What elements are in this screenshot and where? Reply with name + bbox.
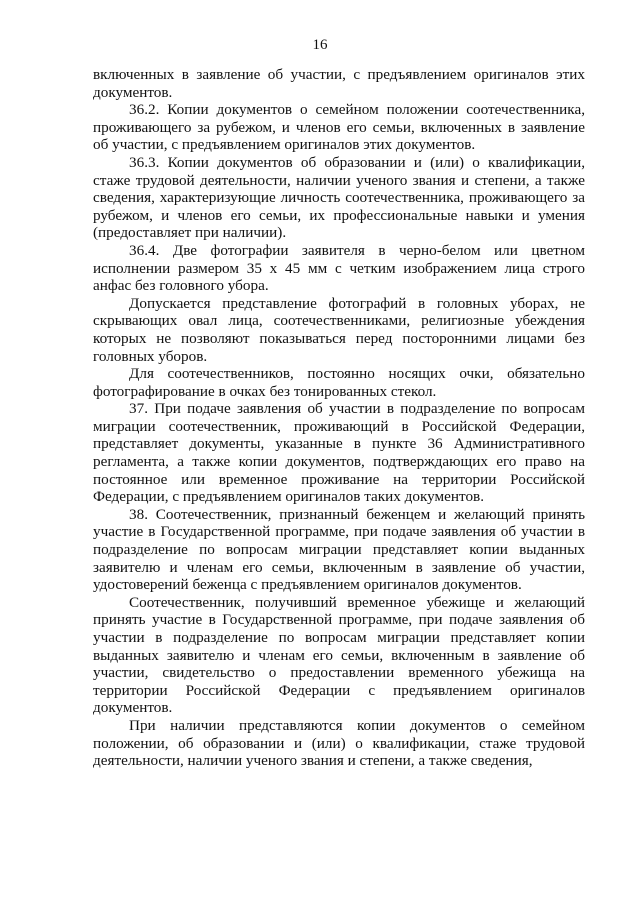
- paragraph-36-3: 36.3. Копии документов об образовании и (или) о квалификации, стаже трудовой деятельности, наличии ученого звания и степени, а также сведения, характеризующие личность соотечественника, проживающего за рубежом, и членов его семьи, их профессиональные навыки и умения (предоставляет при наличии).: [93, 153, 585, 242]
- paragraph-36-2: 36.2. Копии документов о семейном положении соотечественника, проживающего за рубежом, и членов его семьи, включенных в заявление об участии, с предъявлением оригиналов этих документов.: [93, 101, 585, 154]
- paragraph-continuation: включенных в заявление об участии, с предъявлением оригиналов этих документов.: [93, 66, 585, 101]
- paragraph-temporary-asylum: Соотечественник, получивший временное убежище и желающий принять участие в Государственной программе, при подаче заявления об участии в подразделение по вопросам миграции представляет копии выданных заявителю и членам его семьи, включенным в заявление об участии, свидетельство о предоставлении временного убежища на территории Российской Федерации с предъявлением оригиналов документов.: [93, 593, 585, 717]
- document-body: [93, 66, 585, 770]
- paragraph-38: 38. Соотечественник, признанный беженцем и желающий принять участие в Государственной программе, при подаче заявления об участии в подразделение по вопросам миграции представляет копии выданных заявителю и членам его семьи, включенным в заявление об участии, удостоверений беженца с предъявлением оригиналов документов.: [93, 505, 585, 594]
- paragraph-additional-documents: При наличии представляются копии документов о семейном положении, об образовании и (или) о квалификации, стаже трудовой деятельности, наличии ученого звания и степени, а также сведения,: [93, 716, 585, 770]
- paragraph-headwear: Допускается представление фотографий в головных уборах, не скрывающих овал лица, соотечественниками, религиозные убеждения которых не позволяют показываться перед посторонними лицами без головных уборов.: [93, 294, 585, 365]
- paragraph-37: 37. При подаче заявления об участии в подразделение по вопросам миграции соотечественник, проживающий в Российской Федерации, представляет документы, указанные в пункте 36 Административного регламента, а также копии документов, подтверждающих его право на постоянное или временное проживание на территории Российской Федерации, с предъявлением оригиналов таких документов.: [93, 400, 585, 506]
- paragraph-glasses: Для соотечественников, постоянно носящих очки, обязательно фотографирование в очках без тонированных стекол.: [93, 365, 585, 400]
- paragraph-36-4: 36.4. Две фотографии заявителя в черно-белом или цветном исполнении размером 35 х 45 мм с четким изображением лица строго анфас без головного убора.: [93, 241, 585, 295]
- page-number: 16: [312, 37, 328, 53]
